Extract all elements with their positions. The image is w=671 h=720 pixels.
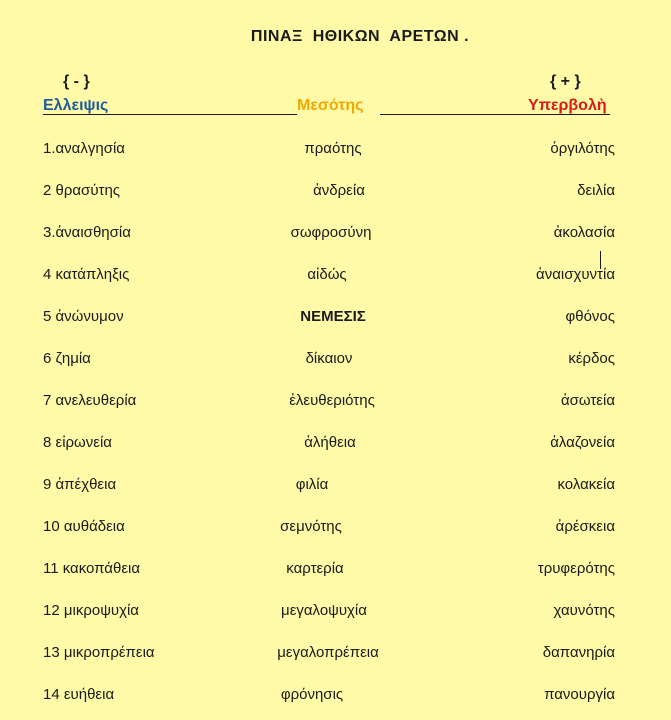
- table-row: [0, 350, 671, 370]
- header-rule-left: [43, 114, 297, 115]
- deficiency-cell: 2 θρασύτης: [43, 182, 121, 199]
- mean-cell: σωφροσύνη: [290, 224, 372, 241]
- excess-cell: πανουργία: [544, 686, 615, 703]
- mean-cell: ΝΕΜΕΣΙΣ: [300, 308, 366, 325]
- excess-cell: δαπανηρία: [542, 644, 615, 661]
- deficiency-cell: 7 ανελευθερία: [43, 392, 137, 409]
- deficiency-cell: 8 εἰρωνεία: [43, 434, 112, 451]
- deficiency-cell: 12 μικροψυχία: [43, 602, 139, 619]
- excess-cell: κέρδος: [568, 350, 615, 367]
- deficiency-cell: 5 ἀνώνυμον: [43, 308, 124, 325]
- header-elleipsis: Ελλειψις: [43, 97, 109, 114]
- excess-cell: κολακεία: [557, 476, 615, 493]
- table-row: [0, 266, 671, 286]
- excess-cell: ἀρέσκεια: [555, 518, 615, 535]
- excess-cell: τρυφερότης: [537, 560, 615, 577]
- excess-brace: { + }: [550, 73, 581, 90]
- excess-cell: ἀσωτεία: [560, 392, 615, 409]
- header-mesotis: Μεσότης: [297, 97, 364, 114]
- excess-cell: δειλία: [577, 182, 615, 199]
- excess-cell: φθόνος: [565, 308, 615, 325]
- table-row: [0, 686, 671, 706]
- page-title: ΠΙΝΑΞ ΗΘΙΚΩΝ ΑΡΕΤΩΝ .: [250, 28, 470, 45]
- table-row: [0, 392, 671, 412]
- mean-cell: μεγαλοψυχία: [281, 602, 367, 619]
- table-row: [0, 644, 671, 664]
- table-row: [0, 182, 671, 202]
- mean-cell: σεμνότης: [280, 518, 342, 535]
- table-row: [0, 518, 671, 538]
- deficiency-cell: 1.αναλγησία: [43, 140, 125, 157]
- mean-cell: ἀλήθεια: [304, 434, 356, 451]
- deficiency-cell: 9 ἀπέχθεια: [43, 476, 117, 493]
- table-row: [0, 224, 671, 244]
- deficiency-cell: 3.ἀναισθησία: [43, 224, 131, 241]
- deficiency-cell: 11 κακοπάθεια: [43, 560, 141, 577]
- mean-cell: ἀνδρεία: [313, 182, 365, 199]
- mean-cell: φιλία: [295, 476, 329, 493]
- mean-cell: φρόνησις: [280, 686, 344, 703]
- mean-cell: ἐλευθεριότης: [289, 392, 375, 409]
- deficiency-cell: 4 κατάπληξις: [43, 266, 130, 283]
- deficiency-cell: 13 μικροπρέπεια: [43, 644, 155, 661]
- table-row: [0, 140, 671, 160]
- table-row: [0, 560, 671, 580]
- excess-cell: ἀναισχυντία: [536, 266, 615, 283]
- table-row: [0, 602, 671, 622]
- table-row: [0, 308, 671, 328]
- excess-cell: ἀκολασία: [553, 224, 615, 241]
- excess-cell: χαυνότης: [553, 602, 615, 619]
- mean-cell: αἰδώς: [307, 266, 347, 283]
- table-row: [0, 434, 671, 454]
- deficiency-cell: 6 ζημία: [43, 350, 91, 367]
- excess-cell: ἀλαζονεία: [550, 434, 615, 451]
- deficiency-cell: 10 αυθάδεια: [43, 518, 125, 535]
- mean-cell: μεγαλοπρέπεια: [277, 644, 379, 661]
- header-hyperbole: Υπερβολὴ: [528, 97, 607, 114]
- mean-cell: καρτερία: [286, 560, 344, 577]
- deficiency-brace: { - }: [63, 73, 90, 90]
- mean-cell: πραότης: [304, 140, 362, 157]
- table-row: [0, 476, 671, 496]
- deficiency-cell: 14 ευήθεια: [43, 686, 115, 703]
- mean-cell: δίκαιον: [305, 350, 353, 367]
- excess-cell: ὀργιλότης: [550, 140, 615, 157]
- header-rule-right: [380, 114, 610, 115]
